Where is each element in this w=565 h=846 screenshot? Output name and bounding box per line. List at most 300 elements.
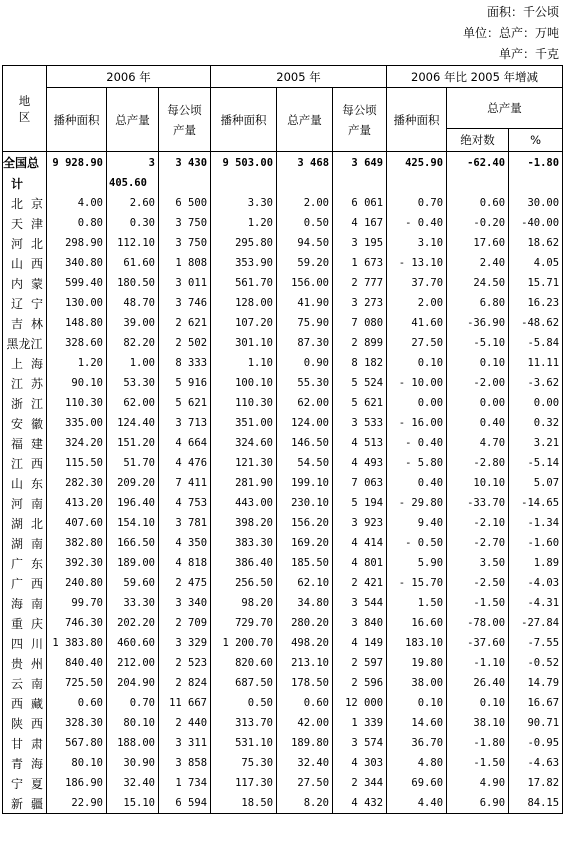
cell-area-2005: 1.20 (211, 213, 277, 233)
cell-area-change: - 13.10 (387, 253, 447, 273)
cell-yield-2005: 12 000 (333, 693, 387, 713)
table-row (3, 473, 563, 493)
cell-output-2005: 185.50 (277, 553, 333, 573)
cell-output-pct: -48.62 (509, 313, 563, 333)
cell-output-abs: -1.50 (447, 753, 509, 773)
cell-area-2006: 567.80 (47, 733, 107, 753)
header-output-change: 总产量 (447, 88, 563, 129)
cell-yield-2006: 3 750 (159, 213, 211, 233)
cell-yield-2005: 7 080 (333, 313, 387, 333)
cell-yield-2006: 3 713 (159, 413, 211, 433)
cell-area-2006: 99.70 (47, 593, 107, 613)
cell-output-pct: -4.63 (509, 753, 563, 773)
cell-area-change: 27.50 (387, 333, 447, 353)
cell-output-pct: -5.84 (509, 333, 563, 353)
cell-output-pct: 16.23 (509, 293, 563, 313)
header-pct: % (509, 129, 563, 152)
cell-output-pct: 3.21 (509, 433, 563, 453)
cell-output-pct: 0.32 (509, 413, 563, 433)
cell-yield-2006: 4 350 (159, 533, 211, 553)
region-name: 山西 (3, 253, 47, 273)
cell-area-2005: 398.20 (211, 513, 277, 533)
cell-yield-2006: 4 753 (159, 493, 211, 513)
cell-output-2005: 8.20 (277, 793, 333, 814)
cell-output-2006: 202.20 (107, 613, 159, 633)
cell-output-2006: 180.50 (107, 273, 159, 293)
cell-yield-2006: 5 916 (159, 373, 211, 393)
region-name: 河北 (3, 233, 47, 253)
cell-output-2006: 15.10 (107, 793, 159, 814)
cell-area-2006: 22.90 (47, 793, 107, 814)
cell-yield-2006: 3 858 (159, 753, 211, 773)
table-row (3, 533, 563, 553)
cell-output-abs: 0.60 (447, 193, 509, 213)
cell-yield-2006: 2 824 (159, 673, 211, 693)
cell-area-2006: 746.30 (47, 613, 107, 633)
cell-output-pct: -4.31 (509, 593, 563, 613)
cell-area-2006: 282.30 (47, 473, 107, 493)
cell-area-2005: 100.10 (211, 373, 277, 393)
cell-output-2005: 32.40 (277, 753, 333, 773)
cell-area-2005: 729.70 (211, 613, 277, 633)
cell-output-pct: -1.34 (509, 513, 563, 533)
table-row (3, 253, 563, 273)
table-row (3, 713, 563, 733)
cell-output-2006: 39.00 (107, 313, 159, 333)
cell-area-2005: 3.30 (211, 193, 277, 213)
cell-output-abs: -37.60 (447, 633, 509, 653)
header-output-2005: 总产量 (277, 88, 333, 152)
cell-output-abs: 0.10 (447, 693, 509, 713)
cell-yield-2005: 5 621 (333, 393, 387, 413)
cell-output-2006: 30.90 (107, 753, 159, 773)
cell-output-pct: -27.84 (509, 613, 563, 633)
region-name: 吉林 (3, 313, 47, 333)
cell-area-change: 2.00 (387, 293, 447, 313)
cell-area-2006: 407.60 (47, 513, 107, 533)
total-yield-2005: 3 649 (333, 152, 387, 174)
region-name: 四川 (3, 633, 47, 653)
cell-area-change: 14.60 (387, 713, 447, 733)
cell-output-pct: -3.62 (509, 373, 563, 393)
cell-output-pct: 16.67 (509, 693, 563, 713)
cell-output-pct: -14.65 (509, 493, 563, 513)
cell-yield-2005: 2 344 (333, 773, 387, 793)
cell-output-2006: 460.60 (107, 633, 159, 653)
cell-area-change: 5.90 (387, 553, 447, 573)
cell-output-2006: 33.30 (107, 593, 159, 613)
cell-output-2006: 82.20 (107, 333, 159, 353)
cell-yield-2006: 2 475 (159, 573, 211, 593)
total-row-cont (3, 173, 563, 193)
cell-output-2005: 87.30 (277, 333, 333, 353)
cell-area-2006: 0.60 (47, 693, 107, 713)
cell-output-2005: 75.90 (277, 313, 333, 333)
table-row (3, 233, 563, 253)
region-name: 陕西 (3, 713, 47, 733)
table-row (3, 573, 563, 593)
cell-area-change: 0.10 (387, 693, 447, 713)
cell-output-2006: 59.60 (107, 573, 159, 593)
cell-yield-2005: 5 194 (333, 493, 387, 513)
cell-area-change: 3.10 (387, 233, 447, 253)
cell-yield-2005: 1 673 (333, 253, 387, 273)
table-row (3, 513, 563, 533)
cell-output-2006: 62.00 (107, 393, 159, 413)
cell-yield-2006: 2 502 (159, 333, 211, 353)
cell-area-change: 38.00 (387, 673, 447, 693)
cell-area-change: - 15.70 (387, 573, 447, 593)
cell-area-2005: 1 200.70 (211, 633, 277, 653)
cell-yield-2005: 3 195 (333, 233, 387, 253)
cell-yield-2005: 3 533 (333, 413, 387, 433)
cell-area-2006: 725.50 (47, 673, 107, 693)
cell-area-2005: 295.80 (211, 233, 277, 253)
cell-output-2005: 0.90 (277, 353, 333, 373)
cell-output-2005: 178.50 (277, 673, 333, 693)
cell-output-abs: 0.00 (447, 393, 509, 413)
cell-yield-2005: 4 493 (333, 453, 387, 473)
cell-yield-2005: 6 061 (333, 193, 387, 213)
header-change: 2006 年比 2005 年增减 (387, 66, 563, 88)
cell-yield-2005: 4 303 (333, 753, 387, 773)
cell-area-2005: 256.50 (211, 573, 277, 593)
cell-area-change: 69.60 (387, 773, 447, 793)
cell-output-pct: 30.00 (509, 193, 563, 213)
region-name: 新疆 (3, 793, 47, 814)
cell-output-pct: 14.79 (509, 673, 563, 693)
cell-output-2005: 124.00 (277, 413, 333, 433)
cell-area-2005: 110.30 (211, 393, 277, 413)
cell-area-change: 0.70 (387, 193, 447, 213)
cell-area-change: 4.40 (387, 793, 447, 814)
total-output-2006: 3 (107, 152, 159, 174)
cell-yield-2006: 2 709 (159, 613, 211, 633)
table-row (3, 653, 563, 673)
cell-yield-2005: 1 339 (333, 713, 387, 733)
region-name: 江苏 (3, 373, 47, 393)
total-area-2006: 9 928.90 (47, 152, 107, 174)
units-yield: 单产：千克 (498, 47, 559, 61)
cell-output-2006: 61.60 (107, 253, 159, 273)
cell-output-2005: 199.10 (277, 473, 333, 493)
total-name: 全国总 (3, 152, 47, 174)
cell-yield-2006: 6 500 (159, 193, 211, 213)
header-yield-2006: 每公顷 产量 (159, 88, 211, 152)
cell-yield-2005: 4 414 (333, 533, 387, 553)
cell-output-2006: 1.00 (107, 353, 159, 373)
region-name: 湖南 (3, 533, 47, 553)
cell-yield-2005: 2 777 (333, 273, 387, 293)
cell-output-pct: 15.71 (509, 273, 563, 293)
cell-output-2005: 156.00 (277, 273, 333, 293)
header-2006: 2006 年 (47, 66, 211, 88)
table-row (3, 633, 563, 653)
cell-area-2006: 599.40 (47, 273, 107, 293)
cell-area-change: - 0.40 (387, 433, 447, 453)
cell-area-change: - 10.00 (387, 373, 447, 393)
cell-output-2006: 196.40 (107, 493, 159, 513)
region-name: 广西 (3, 573, 47, 593)
cell-area-2005: 18.50 (211, 793, 277, 814)
cell-area-2006: 382.80 (47, 533, 107, 553)
cell-area-2006: 340.80 (47, 253, 107, 273)
cell-output-2006: 124.40 (107, 413, 159, 433)
cell-yield-2006: 3 329 (159, 633, 211, 653)
header-area-2005: 播种面积 (211, 88, 277, 152)
cell-output-abs: -2.70 (447, 533, 509, 553)
table-row (3, 493, 563, 513)
cell-output-2005: 27.50 (277, 773, 333, 793)
region-name: 重庆 (3, 613, 47, 633)
cell-yield-2006: 2 440 (159, 713, 211, 733)
cell-output-2005: 34.80 (277, 593, 333, 613)
cell-yield-2006: 5 621 (159, 393, 211, 413)
cell-output-abs: 4.90 (447, 773, 509, 793)
cell-yield-2005: 5 524 (333, 373, 387, 393)
cell-yield-2005: 7 063 (333, 473, 387, 493)
table-row (3, 333, 563, 353)
header-region: 地 区 (3, 66, 47, 152)
total-area-change: 425.90 (387, 152, 447, 174)
table-row (3, 213, 563, 233)
header-area-2006: 播种面积 (47, 88, 107, 152)
cell-output-pct: 1.89 (509, 553, 563, 573)
table-row (3, 273, 563, 293)
cell-yield-2005: 2 597 (333, 653, 387, 673)
cell-area-change: - 0.40 (387, 213, 447, 233)
cell-area-2005: 820.60 (211, 653, 277, 673)
cell-output-pct: -1.60 (509, 533, 563, 553)
cell-area-2005: 324.60 (211, 433, 277, 453)
cell-area-change: 183.10 (387, 633, 447, 653)
cell-area-2005: 313.70 (211, 713, 277, 733)
total-output-2005: 3 468 (277, 152, 333, 174)
cell-area-2005: 107.20 (211, 313, 277, 333)
cell-area-2006: 413.20 (47, 493, 107, 513)
cell-output-abs: 38.10 (447, 713, 509, 733)
cell-output-abs: 10.10 (447, 473, 509, 493)
region-name: 浙江 (3, 393, 47, 413)
region-name: 辽宁 (3, 293, 47, 313)
region-name: 北京 (3, 193, 47, 213)
cell-output-abs: -36.90 (447, 313, 509, 333)
cell-output-2006: 188.00 (107, 733, 159, 753)
total-yield-2006: 3 430 (159, 152, 211, 174)
table-row (3, 413, 563, 433)
cell-output-2005: 0.50 (277, 213, 333, 233)
cell-yield-2005: 2 421 (333, 573, 387, 593)
cell-yield-2006: 1 734 (159, 773, 211, 793)
cell-yield-2006: 2 523 (159, 653, 211, 673)
cell-area-2006: 1 383.80 (47, 633, 107, 653)
cell-output-abs: 26.40 (447, 673, 509, 693)
cell-output-abs: 4.70 (447, 433, 509, 453)
cell-output-2005: 230.10 (277, 493, 333, 513)
cell-yield-2005: 4 432 (333, 793, 387, 814)
cell-output-pct: 17.82 (509, 773, 563, 793)
total-area-2005: 9 503.00 (211, 152, 277, 174)
cell-output-2005: 62.10 (277, 573, 333, 593)
cell-output-2006: 80.10 (107, 713, 159, 733)
cell-output-2005: 41.90 (277, 293, 333, 313)
cell-area-change: 0.00 (387, 393, 447, 413)
cell-yield-2005: 2 899 (333, 333, 387, 353)
region-name: 贵州 (3, 653, 47, 673)
cell-output-abs: -0.20 (447, 213, 509, 233)
cell-area-change: 1.50 (387, 593, 447, 613)
cell-yield-2006: 8 333 (159, 353, 211, 373)
total-output-cont: 405.60 (107, 173, 159, 193)
cell-area-change: - 16.00 (387, 413, 447, 433)
cell-area-2006: 0.80 (47, 213, 107, 233)
cell-output-2006: 48.70 (107, 293, 159, 313)
cell-area-2005: 561.70 (211, 273, 277, 293)
table-row (3, 773, 563, 793)
cell-output-2006: 166.50 (107, 533, 159, 553)
cell-area-2006: 148.80 (47, 313, 107, 333)
total-output-pct: -1.80 (509, 152, 563, 174)
cell-yield-2005: 3 840 (333, 613, 387, 633)
cell-area-2006: 110.30 (47, 393, 107, 413)
cell-yield-2005: 8 182 (333, 353, 387, 373)
region-name: 甘肃 (3, 733, 47, 753)
cell-output-2005: 55.30 (277, 373, 333, 393)
cell-yield-2006: 3 311 (159, 733, 211, 753)
table-row (3, 193, 563, 213)
cell-yield-2006: 1 808 (159, 253, 211, 273)
table-row (3, 793, 563, 814)
table-row (3, 593, 563, 613)
header-output-2006: 总产量 (107, 88, 159, 152)
cell-yield-2005: 3 273 (333, 293, 387, 313)
cell-output-abs: 2.40 (447, 253, 509, 273)
table-row (3, 353, 563, 373)
cell-yield-2005: 4 513 (333, 433, 387, 453)
total-name-cont: 计 (3, 173, 47, 193)
cell-output-2006: 112.10 (107, 233, 159, 253)
cell-yield-2006: 3 746 (159, 293, 211, 313)
table-row (3, 733, 563, 753)
cell-output-abs: -33.70 (447, 493, 509, 513)
cell-output-abs: -5.10 (447, 333, 509, 353)
cell-output-2005: 189.80 (277, 733, 333, 753)
cell-yield-2005: 4 149 (333, 633, 387, 653)
cell-output-abs: -78.00 (447, 613, 509, 633)
cell-yield-2006: 7 411 (159, 473, 211, 493)
cell-output-pct: -5.14 (509, 453, 563, 473)
cell-yield-2006: 3 750 (159, 233, 211, 253)
table-row (3, 373, 563, 393)
cell-output-2005: 156.20 (277, 513, 333, 533)
cell-area-2006: 186.90 (47, 773, 107, 793)
cell-yield-2006: 3 340 (159, 593, 211, 613)
table-row (3, 613, 563, 633)
cell-area-2006: 1.20 (47, 353, 107, 373)
cell-output-abs: 0.10 (447, 353, 509, 373)
cell-area-2006: 392.30 (47, 553, 107, 573)
cell-area-2006: 90.10 (47, 373, 107, 393)
total-output-abs: -62.40 (447, 152, 509, 174)
cell-output-2005: 213.10 (277, 653, 333, 673)
cell-output-2005: 59.20 (277, 253, 333, 273)
table-row (3, 313, 563, 333)
table-row (3, 553, 563, 573)
cell-output-pct: 5.07 (509, 473, 563, 493)
cell-area-change: 0.10 (387, 353, 447, 373)
region-name: 河南 (3, 493, 47, 513)
cell-output-pct: -40.00 (509, 213, 563, 233)
cell-output-2005: 146.50 (277, 433, 333, 453)
cell-output-abs: -1.80 (447, 733, 509, 753)
cell-yield-2006: 4 664 (159, 433, 211, 453)
region-name: 天津 (3, 213, 47, 233)
units-area: 面积：千公顷 (486, 5, 559, 19)
table-row (3, 293, 563, 313)
cell-area-change: 4.80 (387, 753, 447, 773)
cell-area-2005: 531.10 (211, 733, 277, 753)
cell-area-2006: 298.90 (47, 233, 107, 253)
cell-area-2005: 687.50 (211, 673, 277, 693)
region-name: 青海 (3, 753, 47, 773)
cell-area-2005: 281.90 (211, 473, 277, 493)
cell-yield-2005: 4 801 (333, 553, 387, 573)
cell-output-pct: -0.95 (509, 733, 563, 753)
cell-area-2005: 128.00 (211, 293, 277, 313)
cell-output-2006: 212.00 (107, 653, 159, 673)
cell-output-2006: 2.60 (107, 193, 159, 213)
cell-area-2005: 0.50 (211, 693, 277, 713)
cell-output-2006: 189.00 (107, 553, 159, 573)
region-name: 海南 (3, 593, 47, 613)
cell-area-2005: 117.30 (211, 773, 277, 793)
region-name: 宁夏 (3, 773, 47, 793)
cell-yield-2006: 3 781 (159, 513, 211, 533)
cell-area-change: 37.70 (387, 273, 447, 293)
cell-yield-2005: 2 596 (333, 673, 387, 693)
cell-area-change: - 5.80 (387, 453, 447, 473)
cell-output-abs: 6.80 (447, 293, 509, 313)
cell-area-change: 19.80 (387, 653, 447, 673)
header-2005: 2005 年 (211, 66, 387, 88)
cell-output-pct: 0.00 (509, 393, 563, 413)
table-row (3, 693, 563, 713)
cell-output-2006: 32.40 (107, 773, 159, 793)
data-table (2, 65, 563, 814)
cell-output-2006: 0.30 (107, 213, 159, 233)
cell-area-2005: 98.20 (211, 593, 277, 613)
cell-output-pct: -7.55 (509, 633, 563, 653)
table-row (3, 673, 563, 693)
cell-area-2006: 80.10 (47, 753, 107, 773)
region-name: 广东 (3, 553, 47, 573)
cell-area-2006: 328.30 (47, 713, 107, 733)
cell-yield-2005: 3 574 (333, 733, 387, 753)
cell-output-2005: 169.20 (277, 533, 333, 553)
cell-output-2006: 53.30 (107, 373, 159, 393)
cell-output-abs: -2.00 (447, 373, 509, 393)
cell-output-pct: -0.52 (509, 653, 563, 673)
cell-area-2006: 130.00 (47, 293, 107, 313)
cell-output-abs: 17.60 (447, 233, 509, 253)
cell-output-abs: -1.50 (447, 593, 509, 613)
cell-area-2005: 121.30 (211, 453, 277, 473)
cell-output-abs: -1.10 (447, 653, 509, 673)
region-name: 上海 (3, 353, 47, 373)
cell-output-2005: 2.00 (277, 193, 333, 213)
cell-output-2006: 209.20 (107, 473, 159, 493)
cell-area-2005: 301.10 (211, 333, 277, 353)
